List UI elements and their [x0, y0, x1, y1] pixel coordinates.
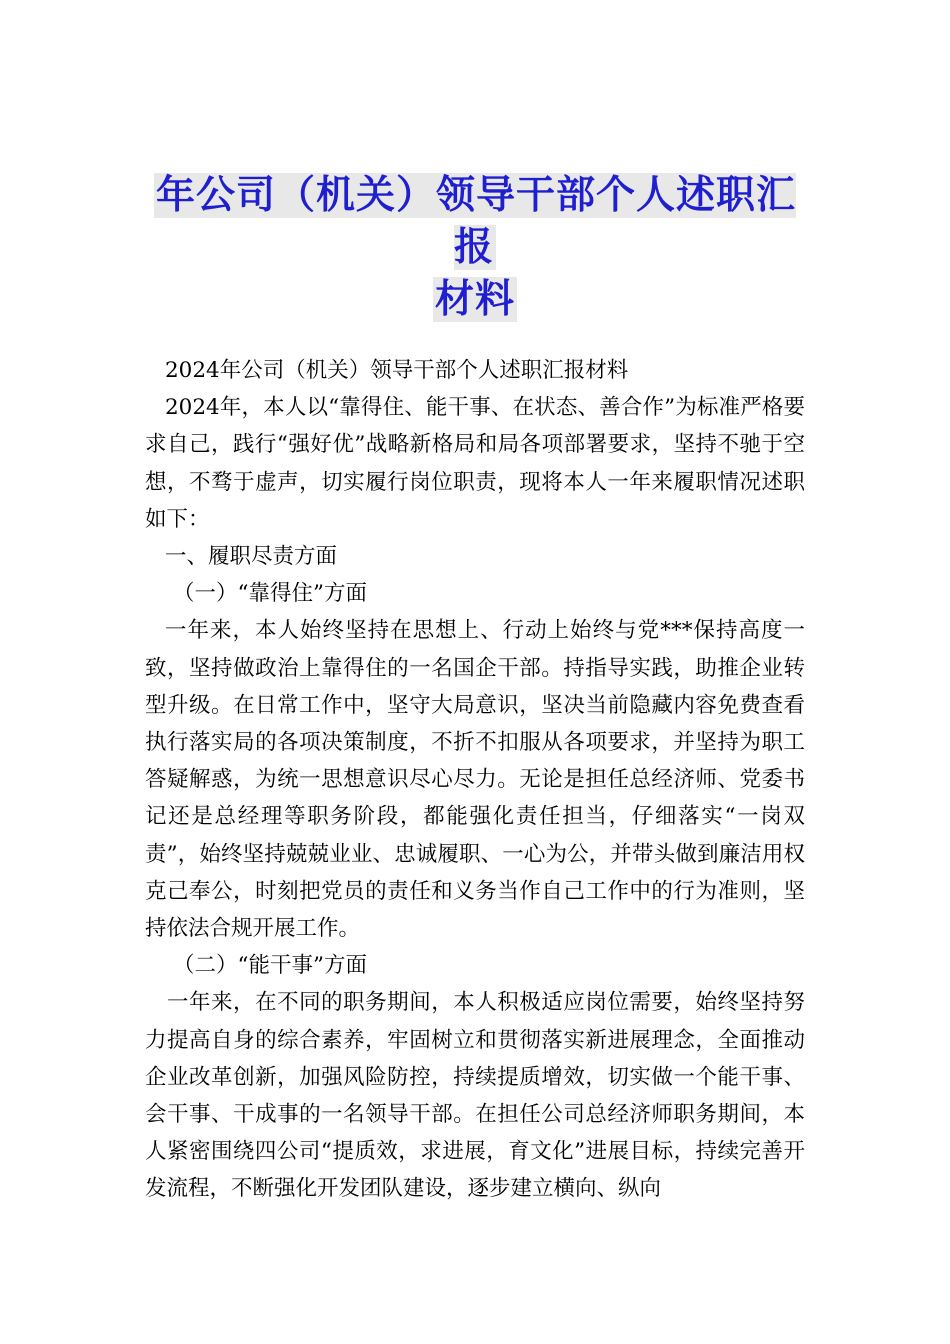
title-line-1: 年公司（机关）领导干部个人述职汇报: [155, 173, 796, 270]
title-line-2: 材料: [434, 277, 515, 322]
document-body: [145, 352, 805, 1208]
paragraph-reliable: 一年来，本人始终坚持在思想上、行动上始终与党***保持高度一致，坚持做政治上靠得住的一名国企干部。持指导实践，助推企业转型升级。在日常工作中，坚守大局意识，坚决当前隐藏内容免费查看执行落实局的各项决策制度，不折不扣服从各项要求，并坚持为职工答疑解惑，为统一思想意识尽心尽力。无论是担任总经济师、党委书记还是总经理等职务阶段，都能强化责任担当，仔细落实“一岗双责”，始终坚持兢兢业业、忠诚履职、一心为公，并带头做到廉洁用权克己奉公，时刻把党员的责任和义务当作自己工作中的行为准则，坚持依法合规开展工作。: [145, 618, 805, 942]
paragraph-capable: 一年来，在不同的职务期间，本人积极适应岗位需要，始终坚持努力提高自身的综合素养，牢固树立和贯彻落实新进展理念，全面推动企业改革创新，加强风险防控，持续提质增效，切实做一个能干事、会干事、干成事的一名领导干部。在担任公司总经济师职务期间，本人紧密围绕四公司“提质效，求进展，育文化”进展目标，持续完善开发流程，不断强化开发团队建设，逐步建立横向、纵向: [145, 990, 805, 1202]
document-title: [140, 170, 810, 326]
section-heading-1: 一、履职尽责方面: [165, 544, 338, 570]
subsection-heading-2: （二）“能干事”方面: [173, 953, 367, 979]
paragraph-intro: 2024年，本人以“靠得住、能干事、在状态、善合作”为标准严格要求自己，践行“强好优”战略新格局和局各项部署要求，坚持不驰于空想，不骛于虚声，切实履行岗位职责，现将本人一年来履职情况述职如下：: [145, 395, 805, 532]
paragraph-heading: 2024年公司（机关）领导干部个人述职汇报材料: [165, 358, 629, 383]
subsection-heading-1: （一）“靠得住”方面: [173, 581, 367, 607]
